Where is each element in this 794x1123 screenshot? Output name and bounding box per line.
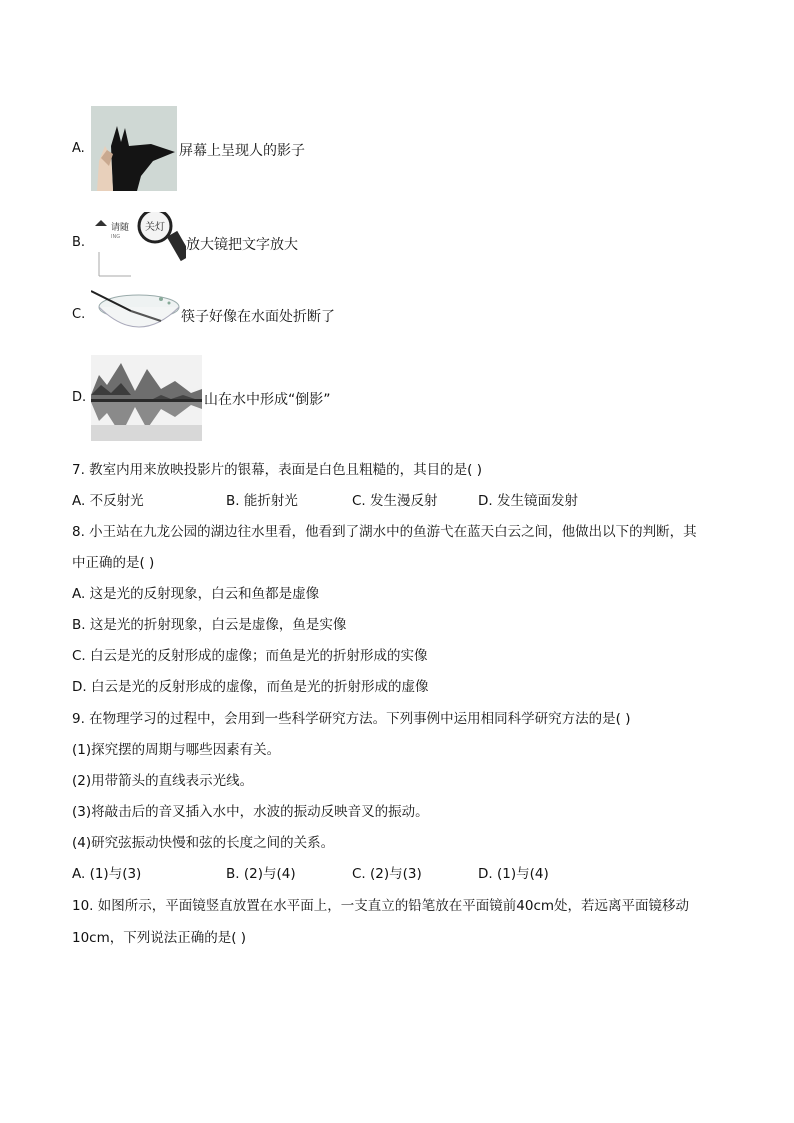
shadow-puppet-image [91,106,177,191]
q8-option-a: A. 这是光的反射现象，白云和鱼都是虚像 [72,586,320,602]
option-c-letter: C. [72,307,86,322]
q7-option-c: C. 发生漫反射 [352,493,438,509]
chopsticks-bowl-image [91,285,181,340]
q10-stem-line1: 10. 如图所示，平面镜竖直放置在水平面上，一支直立的铅笔放在平面镜前40cm处，若远离平面镜移动 [72,898,690,914]
option-b-text: 放大镜把文字放大 [186,237,298,253]
q7-option-a: A. 不反射光 [72,493,144,509]
option-d-text: 山在水中形成“倒影” [204,392,331,408]
q9-option-a: A. (1)与(3) [72,866,142,882]
q7-option-b: B. 能折射光 [226,493,298,509]
q9-stem: 9. 在物理学习的过程中，会用到一些科学研究方法。下列事例中运用相同科学研究方法的是( ) [72,711,631,727]
q8-option-b: B. 这是光的折射现象，白云是虚像，鱼是实像 [72,617,347,633]
q8-stem-line1: 8. 小王站在九龙公园的湖边往水里看，他看到了湖水中的鱼游弋在蓝天白云之间，他做出以下的判断，其 [72,524,697,540]
q9-option-b: B. (2)与(4) [226,866,296,882]
magnifier-image [91,212,186,278]
option-a-letter: A. [72,141,85,156]
q9-item-4: (4)研究弦振动快慢和弦的长度之间的关系。 [72,835,335,851]
option-c-text: 筷子好像在水面处折断了 [181,309,335,325]
magnifier-small-text: ING [111,234,121,240]
magnifier-sign-text: 请随 [111,223,130,233]
mountain-reflection-image [91,355,202,441]
q7-stem: 7. 教室内用来放映投影片的银幕，表面是白色且粗糙的，其目的是( ) [72,462,482,478]
q8-option-d: D. 白云是光的反射形成的虚像，而鱼是光的折射形成的虚像 [72,679,429,695]
q9-option-d: D. (1)与(4) [478,866,549,882]
q9-item-3: (3)将敲击后的音叉插入水中，水波的振动反映音叉的振动。 [72,804,429,820]
q9-item-2: (2)用带箭头的直线表示光线。 [72,773,254,789]
q9-item-1: (1)探究摆的周期与哪些因素有关。 [72,742,281,758]
q9-option-c: C. (2)与(3) [352,866,422,882]
q8-option-c: C. 白云是光的反射形成的虚像；而鱼是光的折射形成的实像 [72,648,428,664]
option-d-letter: D. [72,390,87,405]
q7-option-d: D. 发生镜面发射 [478,493,578,509]
magnifier-lens-text: 关灯 [145,222,165,233]
q8-stem-line2: 中正确的是( ) [72,555,155,571]
option-a-text: 屏幕上呈现人的影子 [179,143,305,159]
option-b-letter: B. [72,235,86,250]
q10-stem-line2: 10cm，下列说法正确的是( ) [72,930,247,946]
